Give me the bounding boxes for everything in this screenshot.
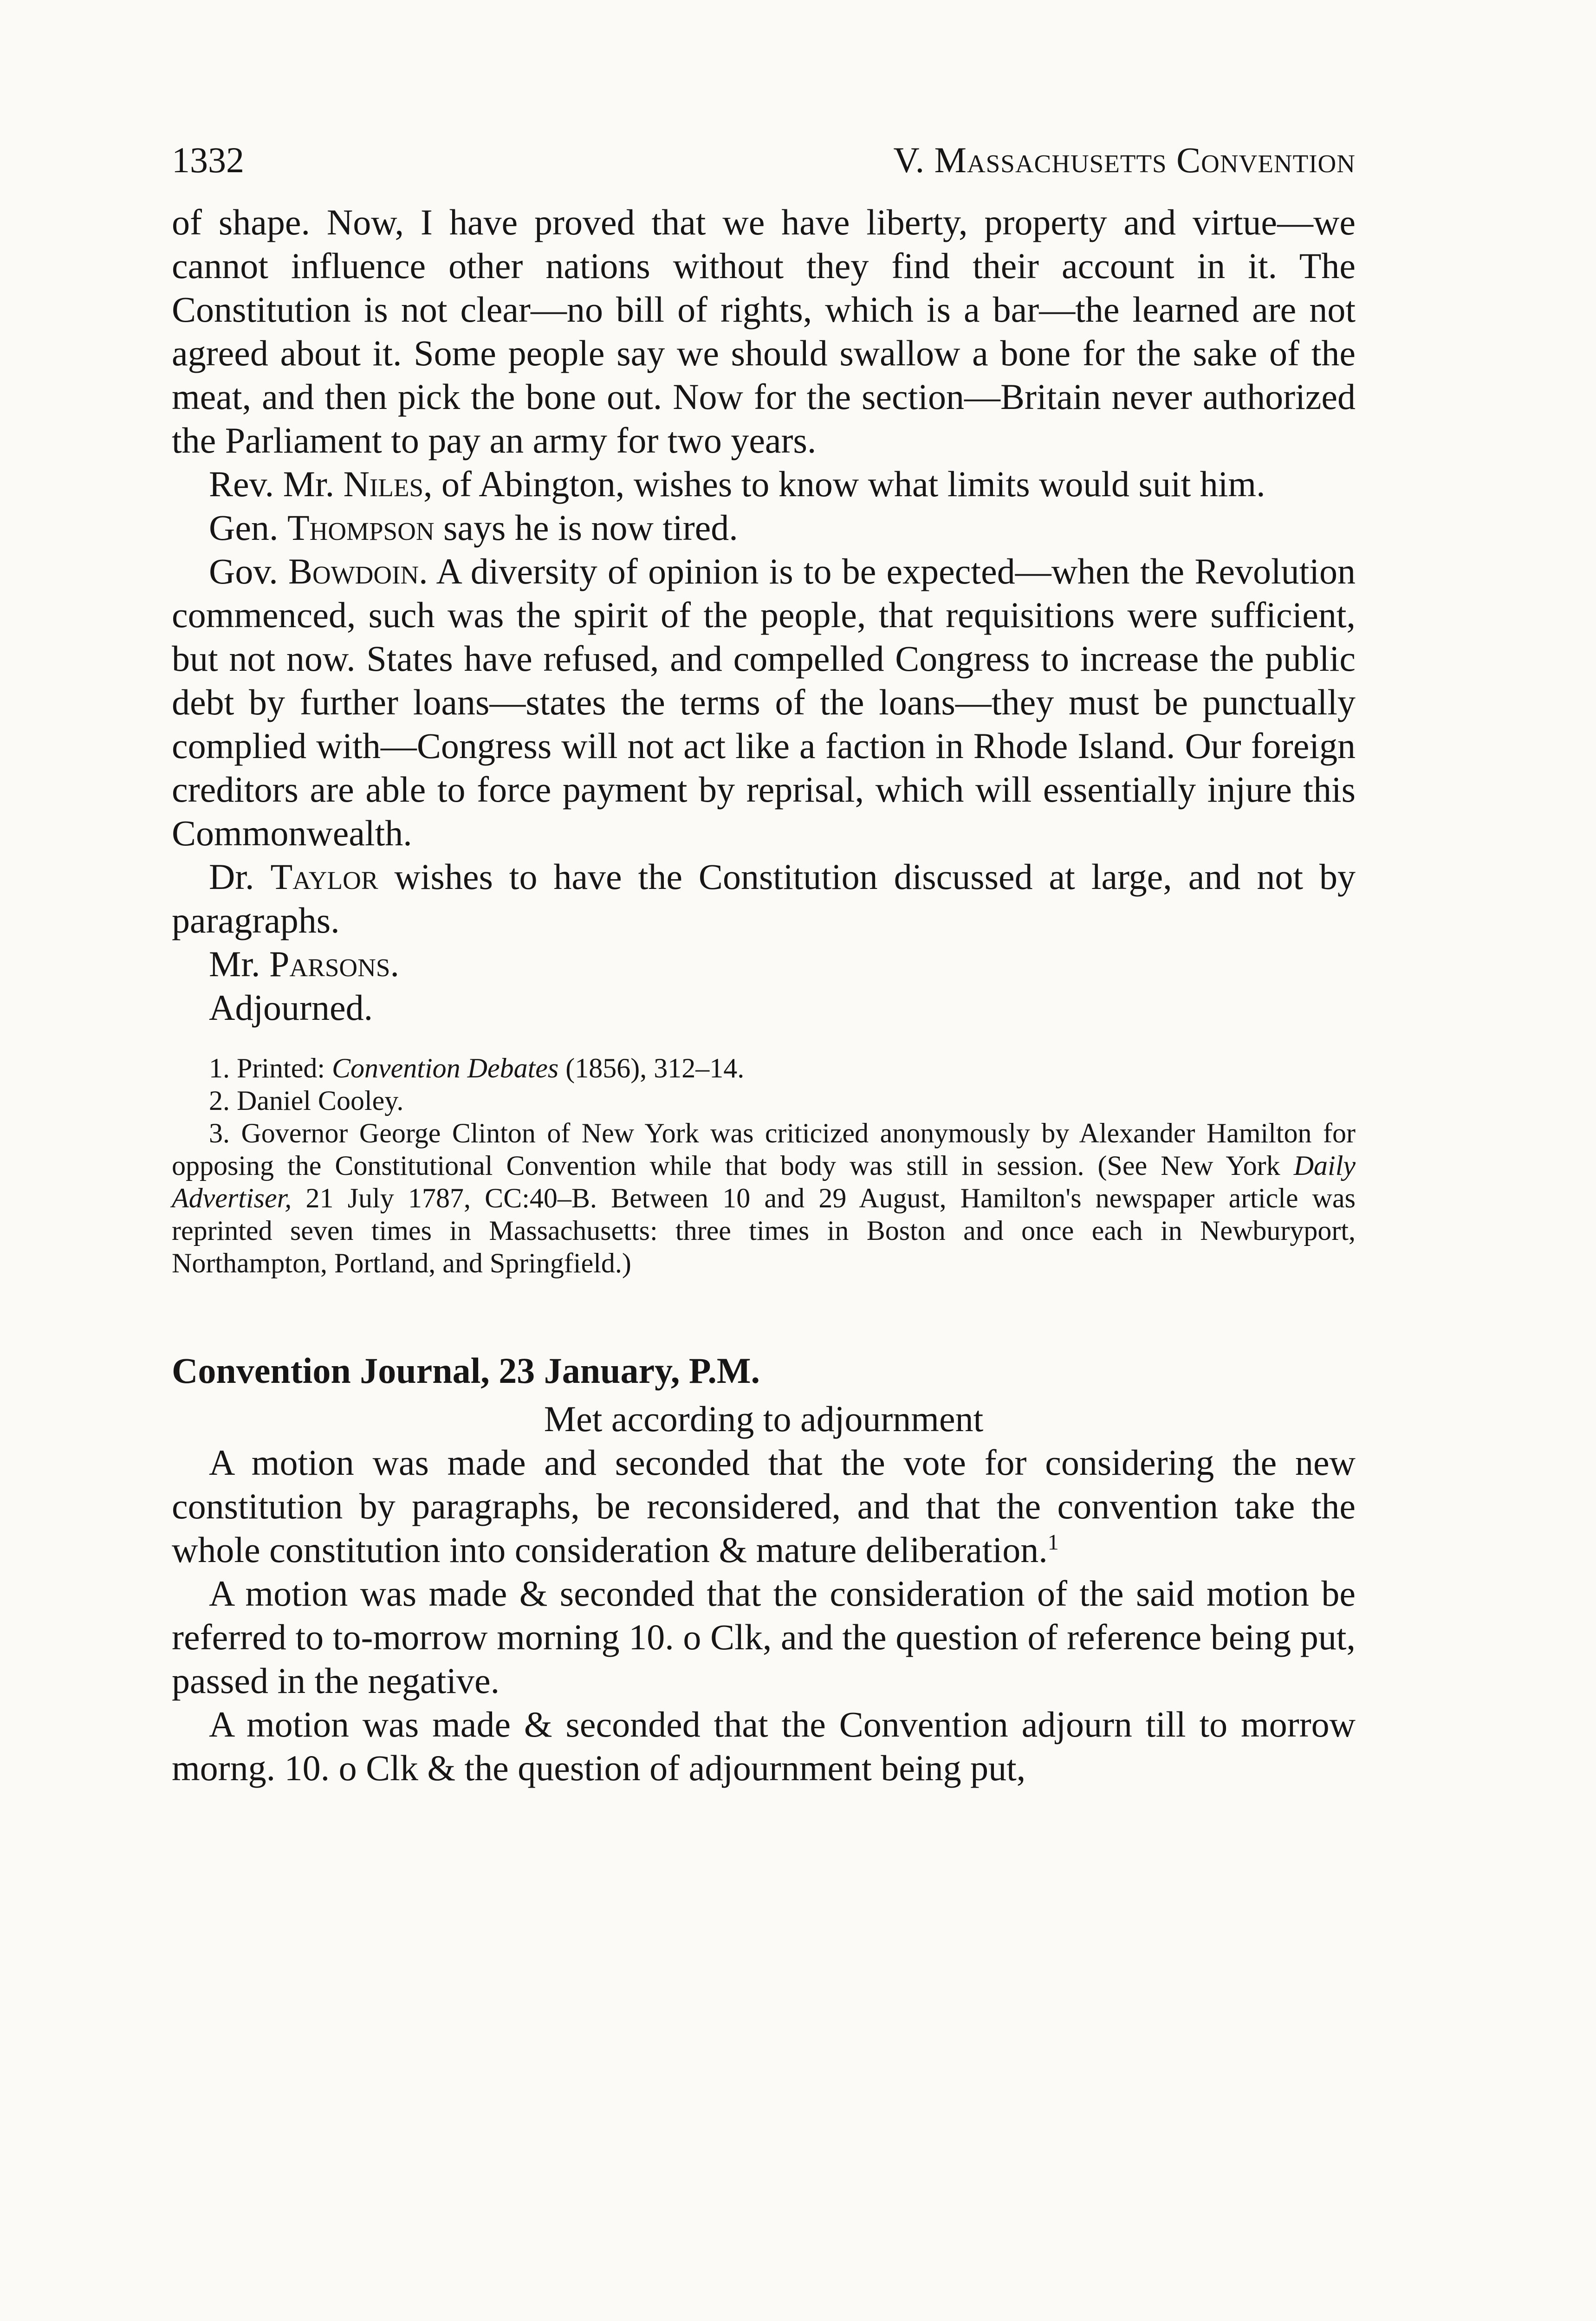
section-heading: Convention Journal, 23 January, P.M.: [172, 1350, 760, 1391]
running-title: V. Massachusetts Convention: [893, 140, 1356, 180]
journal-paragraph-1: A motion was made and seconded that the vote for considering the new constitution by paragraphs, be reconsidered, and that the convention take the whole constitution into consideration & mature deliberation.$^1$: [172, 1442, 1356, 1570]
paragraph-taylor: [172, 855, 1356, 942]
speaker-name: Bowdoin: [288, 551, 419, 591]
speaker-title: Gov.: [209, 551, 288, 591]
page-number: 1332: [172, 140, 244, 180]
paragraph-parsons: [172, 942, 1356, 986]
document-page: [172, 139, 1356, 1790]
footnote-1: 1. Printed: Convention Debates (1856), 312–14.: [209, 1053, 745, 1083]
journal-paragraph-3: A motion was made & seconded that the Convention adjourn till to morrow morng. 10. o Clk & the question of adjournment being put,: [172, 1704, 1356, 1788]
speaker-name: Niles: [343, 464, 424, 504]
paragraph-niles: [172, 462, 1356, 506]
speaker-name: Thompson: [287, 507, 435, 548]
speaker-title: Gen.: [209, 507, 287, 548]
paragraph-bowdoin: [172, 550, 1356, 855]
footnotes: [172, 1052, 1356, 1279]
speech-text: says he is now tired.: [434, 507, 738, 548]
footnote-3: 3. Governor George Clinton of New York was criticized anonymously by Alexander Hamilton for opposing the Constitutional Convention while that body was still in session. (See New York Daily Advertiser, 21 July 1787, CC:40–B. Between 10 and 29 August, Hamilton's newspaper article was reprinted seven times in Massachusetts: three times in Boston and once each in Newburyport, Northampton, Portland, and Springfield.): [172, 1118, 1356, 1278]
speaker-title: Mr.: [209, 944, 270, 984]
speaker-title: Dr.: [209, 856, 271, 897]
paragraph-adjourned: Adjourned.: [209, 987, 373, 1028]
running-header: [172, 139, 1356, 190]
journal-text: [172, 1441, 1356, 1790]
met-line: Met according to adjournment: [544, 1399, 984, 1439]
speaker-name: Parsons: [269, 944, 390, 984]
footnote-ref: 1: [1047, 1530, 1059, 1555]
speech-text: .: [390, 944, 399, 984]
journal-paragraph-2: A motion was made & seconded that the consideration of the said motion be referred to to-morrow morning 10. o Clk, and the question of reference being put, passed in the negative.: [172, 1573, 1356, 1701]
speaker-title: Rev. Mr.: [209, 464, 344, 504]
speech-text: wishes to have the Constitution discussed at large, and not by paragraphs.: [172, 856, 1356, 940]
debate-text: [172, 201, 1356, 1030]
footnote-2: 2. Daniel Cooley.: [209, 1085, 404, 1116]
speech-text: , of Abington, wishes to know what limits would suit him.: [423, 464, 1265, 504]
paragraph-shape: of shape. Now, I have proved that we have liberty, property and virtue—we cannot influence other nations without they find their account in it. The Constitution is not clear—no bill of rights, which is a bar—the learned are not agreed about it. Some people say we should swallow a bone for the sake of the meat, and then pick the bone out. Now for the section—Britain never authorized the Parliament to pay an army for two years.: [172, 202, 1356, 460]
speech-text: . A diversity of opinion is to be expected—when the Revolution commenced, such was the spirit of the people, that requisitions were sufficient, but not now. States have refused, and compelled Congress to increase the public debt by further loans—states the terms of the loans—they must be punctually complied with—Congress will not act like a faction in Rhode Island. Our foreign creditors are able to force payment by reprisal, which will essentially injure this Commonwealth.: [172, 551, 1356, 853]
paragraph-thompson: [172, 506, 1356, 550]
speaker-name: Taylor: [270, 856, 378, 897]
